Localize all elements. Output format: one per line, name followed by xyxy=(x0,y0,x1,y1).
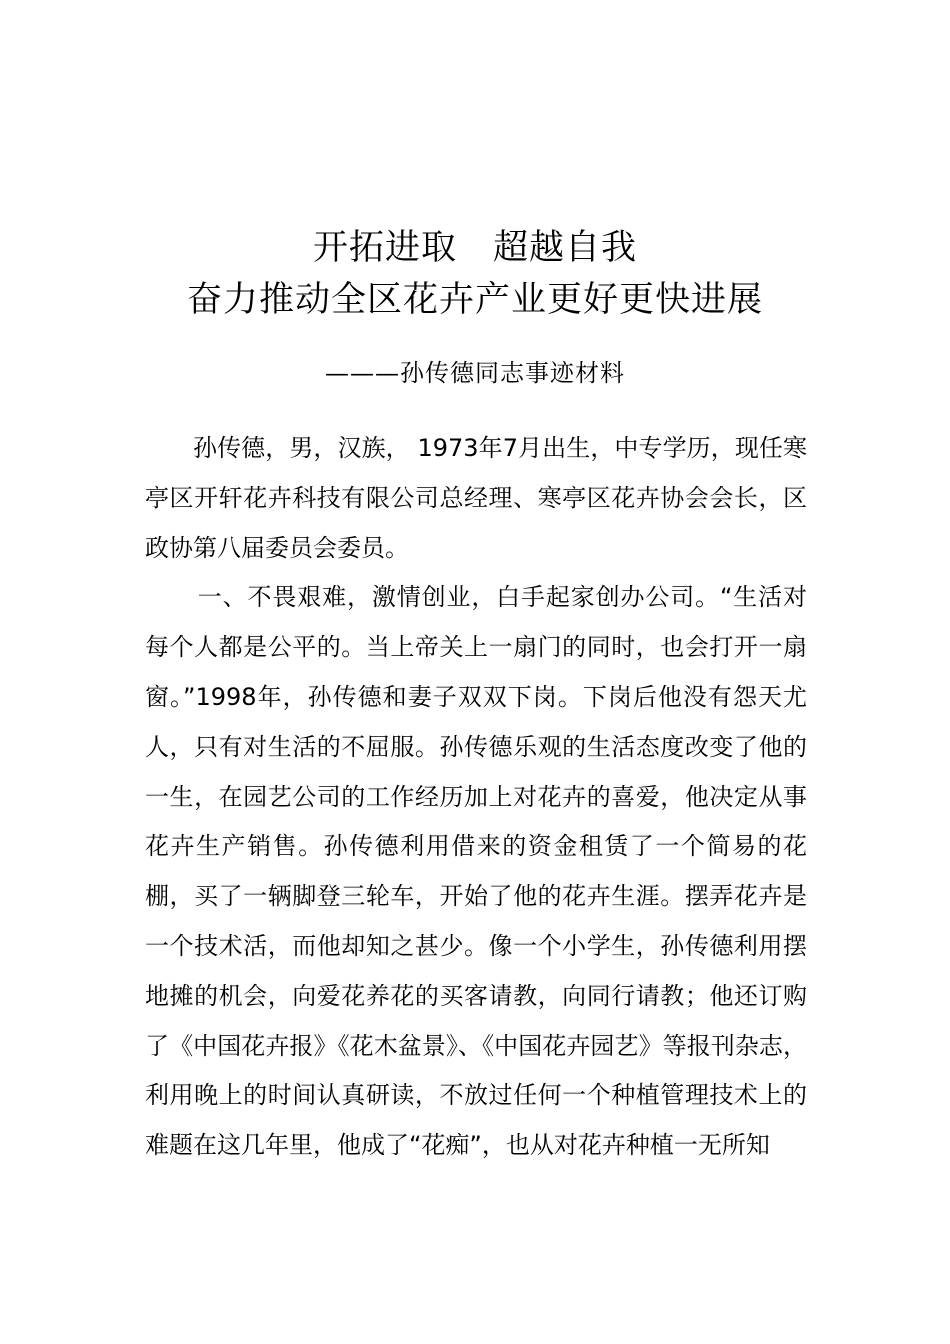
paragraph-intro: 孙传德，男，汉族， 1973年7月出生，中专学历，现任寒亭区开轩花卉科技有限公司总经理、寒亭区花卉协会会长，区政协第八届委员会委员。 xyxy=(145,434,807,562)
document-title xyxy=(0,222,950,326)
document-subtitle: ———孙传德同志事迹材料 xyxy=(325,359,625,387)
document-body xyxy=(145,424,807,1171)
title-line-1: 开拓进取 超越自我 xyxy=(312,228,637,268)
title-line-2: 奋力推动全区花卉产业更好更快进展 xyxy=(186,280,763,320)
paragraph-section-1: 一、不畏艰难，激情创业，白手起家创办公司。“生活对每个人都是公平的。当上帝关上一扇门的同时，也会打开一扇窗。”1998年，孙传德和妻子双双下岗。下岗后他没有怨天尤人，只有对生活的不屈服。孙传德乐观的生活态度改变了他的一生，在园艺公司的工作经历加上对花卉的喜爱，他决定从事花卉生产销售。孙传德利用借来的资金租赁了一个简易的花棚，买了一辆脚登三轮车，开始了他的花卉生涯。摆弄花卉是一个技术活，而他却知之甚少。像一个小学生，孙传德利用摆地摊的机会，向爱花养花的买客请教，向同行请教；他还订购了《中国花卉报》《花木盆景》、《中国花卉园艺》等报刊杂志，利用晚上的时间认真研读，不放过任何一个种植管理技术上的难题在这几年里，他成了“花痴”，也从对花卉种植一无所知 xyxy=(145,583,807,1160)
